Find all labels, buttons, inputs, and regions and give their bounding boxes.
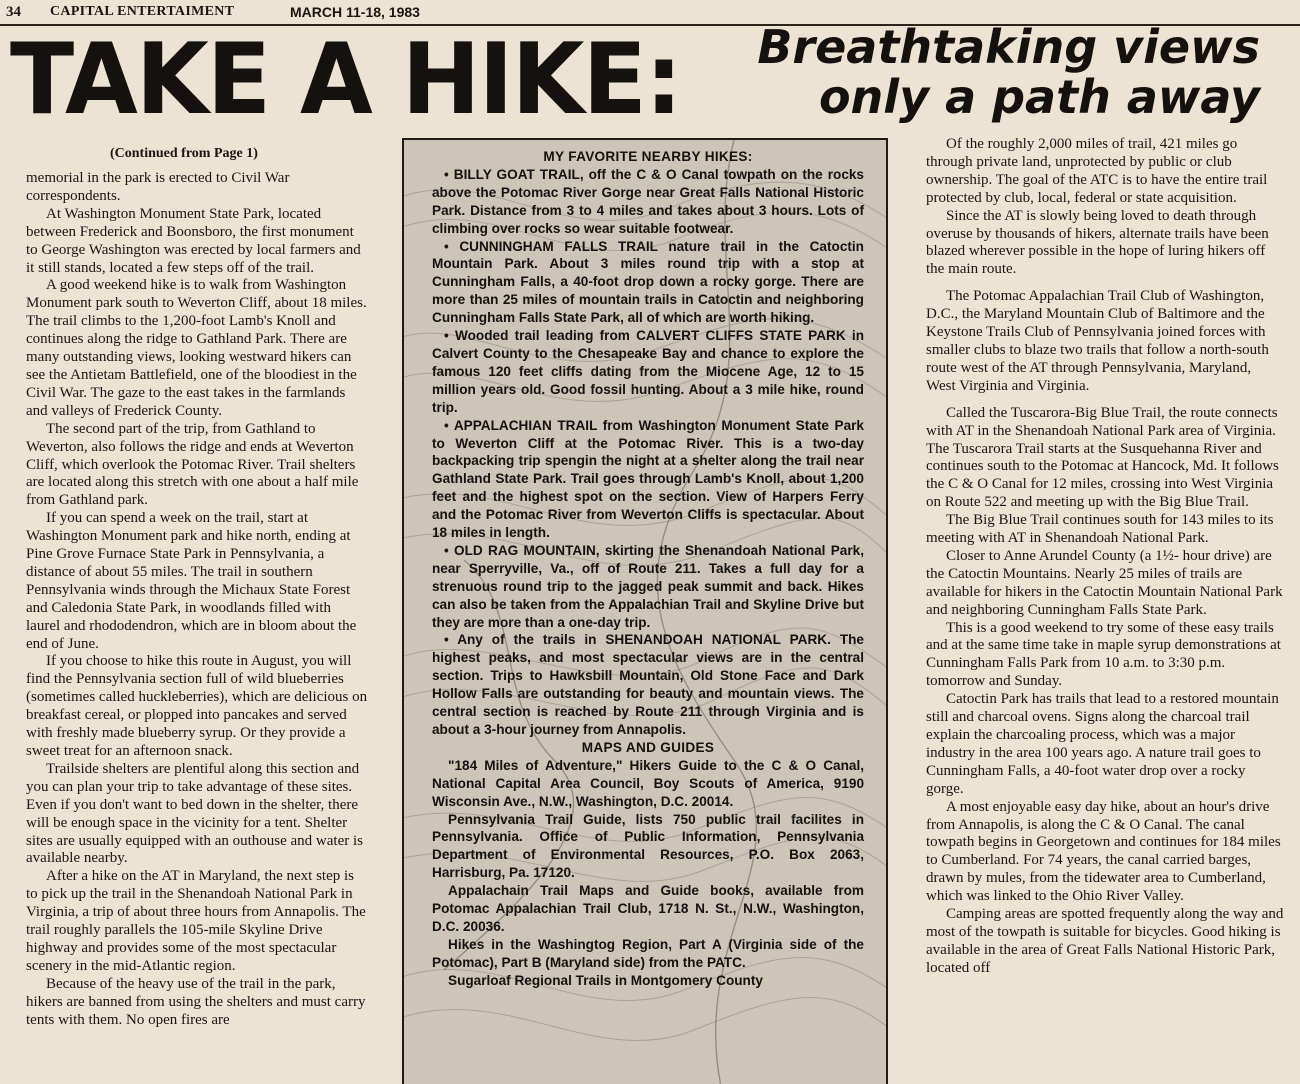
article-paragraph: The second part of the trip, from Gathland to Weverton, also follows the ridge and ends at Weverton Cliff, which overlook the Potomac River. Trail shelters are located along this stretch with one about a half mile from Gathland park. [26, 420, 359, 509]
guide-entry: Hikes in the Washingtog Region, Part A (Virginia side of the Potomac), Part B (Maryland side) from the PATC. [432, 936, 864, 970]
hike-entry: • APPALACHIAN TRAIL from Washington Monument State Park to Weverton Cliff at the Potomac River. This is a two-day backpacking trip spengin the night at a shelter along the trail near Gathland State Park. Trail goes through Lamb's Knoll, about 1,200 feet and the highest spot on the section. View of Harpers Ferry and the Potomac River from Weverton Cliffs is spectacular. About 18 miles in length. [432, 417, 864, 541]
article-paragraph: At Washington Monument State Park, located between Frederick and Boonsboro, the first monument to George Washington was erected by local farmers and it still stands, located a few steps off of the trail. [26, 205, 361, 276]
page-number: 34 [6, 4, 21, 20]
sidebar-text [432, 148, 864, 990]
article-paragraph: memorial in the park is erected to Civil War correspondents. [26, 170, 290, 204]
sidebar-heading: MY FAVORITE NEARBY HIKES: [543, 149, 753, 164]
article-paragraph: A good weekend hike is to walk from Washington Monument park south to Weverton Cliff, about 18 miles. The trail climbs to the 1,200-foot Lamb's Knoll and continues along the ridge to Gathland Park. There are many outstanding views, looking westward hikers can see the Antietam Battlefield, one of the bloodiest in the Civil War. The gaze to the east takes in the farmlands and valleys of Frederick County. [26, 277, 367, 419]
article-paragraph: Closer to Anne Arundel County (a 1½- hour drive) are the Catoctin Mountains. Nearly 25 miles of trails are available for hikers in the Catoctin Mountain National Park and neighboring Cunningham Falls State Park. [926, 547, 1283, 618]
favorite-hikes-sidebar [402, 138, 888, 1084]
deck-line-2: only a path away [818, 70, 1260, 124]
article-paragraph: Called the Tuscarora-Big Blue Trail, the route connects with AT in the Shenandoah National Park area of Virginia. The Tuscarora Trail starts at the Susquehanna River and continues south to the Potomac at Hancock, Md. It follows the C & O Canal for 12 miles, crossing into West Virginia on Route 522 and meeting up with the Big Blue Trail. [926, 404, 1279, 511]
hike-entry: • CUNNINGHAM FALLS TRAIL nature trail in the Catoctin Mountain Park. About 3 miles round trip with a stop at Cunningham Falls, a 40-foot drop down a rocky gorge. There are more than 25 miles of mountain trails in Catoctin and neighboring Cunningham Falls State Park, all of which are worth hiking. [432, 238, 864, 326]
guides-heading: MAPS AND GUIDES [581, 739, 715, 755]
article-paragraph: Camping areas are spotted frequently along the way and most of the towpath is suitable for bicycles. Good hiking is available in the area of Great Falls National Historic Park, located off [926, 906, 1284, 976]
article-paragraph: Catoctin Park has trails that lead to a restored mountain still and charcoal ovens. Signs along the charcoal trail explain the charcoaling process, which was a major industry in the area 100 years ago. A nature trail goes to Cunningham Falls, a 40-foot water drop over a rocky gorge. [926, 691, 1279, 797]
publication-name: CAPITAL ENTERTAIMENT [50, 4, 235, 19]
guide-entry: "184 Miles of Adventure," Hikers Guide to the C & O Canal, National Capital Area Council, Boy Scouts of America, 9190 Wisconsin Ave., N.W., Washington, D.C. 20014. [432, 757, 864, 809]
article-paragraph: Of the roughly 2,000 miles of trail, 421 miles go through private land, unprotected by public or club ownership. The goal of the ATC is to have the entire trail protected by club, local, federal or state acquisition. [926, 136, 1268, 206]
article-paragraph: If you choose to hike this route in August, you will find the Pennsylvania section full of wild blueberries (sometimes called huckleberries), which are delicious on breakfast cereal, or plopped into pancakes and served with freshly made blueberry syrup. Or they provide a sweet treat for an afternoon snack. [26, 653, 368, 759]
article-paragraph: A most enjoyable easy day hike, about an hour's drive from Annapolis, is along the C & O Canal. The canal towpath begins in Georgetown and continues for 184 miles to Cumberland. For 74 years, the canal carried barges, drawn by mules, from the tidewater area to Cumberland, which was linked to the Ohio River Valley. [926, 798, 1281, 905]
deck-line-1: Breathtaking views [757, 20, 1260, 74]
hike-entry: • BILLY GOAT TRAIL, off the C & O Canal towpath on the rocks above the Potomac River Gorge near Great Falls National Historic Park. Distance from 3 to 4 miles and takes about 3 hours. Lots of climbing over rocks so wear suitable footwear. [432, 166, 864, 236]
article-paragraph: After a hike on the AT in Maryland, the next step is to pick up the trail in the Shenandoah National Park in Virginia, a trip of about three hours from Annapolis. The trail roughly parallels the 105-mile Skyline Drive highway and provides some of the most spectacular scenery in the mid-Atlantic region. [26, 868, 366, 974]
continued-note: (Continued from Page 1) [110, 146, 258, 161]
article-paragraph: The Big Blue Trail continues south for 143 miles to its meeting with AT in Shenandoah National Park. [926, 512, 1274, 547]
hike-entry: • OLD RAG MOUNTAIN, skirting the Shenandoah National Park, near Sperryville, Va., off of Route 211. Takes a full day for a strenuous round trip to the jagged peak summit and back. Hikes can also be taken from the Appalachian Trail and Skyline Drive but they are more than a one-day trip. [432, 542, 864, 630]
guide-entry: Pennsylvania Trail Guide, lists 750 public trail facilites in Pennsylvania. Office of Public Information, Pennsylvania Department of Environmental Resources, P.O. Box 2063, Harrisburg, Pa. 17120. [432, 811, 864, 881]
issue-date: MARCH 11-18, 1983 [290, 4, 420, 20]
guide-entry: Sugarloaf Regional Trails in Montgomery County [448, 972, 763, 988]
article-paragraph: The Potomac Appalachian Trail Club of Washington, D.C., the Maryland Mountain Club of Baltimore and the Keystone Trails Club of Pennsylvania joined forces with smaller clubs to blaze two trails that follow a north-south route west of the AT through Pennsylvania, Maryland, West Virginia and Virginia. [926, 288, 1269, 394]
deck [740, 22, 1260, 122]
hike-entry: • Any of the trails in SHENANDOAH NATIONAL PARK. The highest peaks, and most spectacular views are in the central section. Trips to Hawksbill Mountain, Old Stone Face and Dark Hollow Falls are outstanding for beauty and mountain views. The central section is reached by Route 211 through Virginia and is about a 3-hour journey from Annapolis. [432, 632, 864, 737]
headline: TAKE A HIKE: [10, 23, 681, 137]
article-paragraph: This is a good weekend to try some of these easy trails and at the same time take in maple syrup demonstrations at Cunningham Falls Park from 10 a.m. to 3:30 p.m. tomorrow and Sunday. [926, 619, 1281, 690]
article-paragraph: Since the AT is slowly being loved to death through overuse by thousands of hikers, alternate trails have been blazed wherever possible in the hope of luring hikers off the main route. [926, 207, 1269, 278]
left-column [26, 170, 368, 1030]
guide-entry: Appalachain Trail Maps and Guide books, available from Potomac Appalachian Trail Club, 1718 N. St., N.W., Washington, D.C. 20036. [432, 883, 864, 934]
article-paragraph: Trailside shelters are plentiful along this section and you can plan your trip to take advantage of these sites. Even if you don't want to bed down in the shelter, there will be enough space in the vicinity for a tent. Shelter sites are usually equipped with an outhouse and water is available nearby. [26, 760, 364, 867]
article-paragraph: Because of the heavy use of the trail in the park, hikers are banned from using the shelters and must carry tents with them. No open fires are [26, 975, 366, 1028]
article-paragraph: If you can spend a week on the trail, start at Washington Monument park and hike north, ending at Pine Grove Furnace State Park in Pennsylvania, a distance of about 55 miles. The trail in southern Pennsylvania winds through the Michaux State Forest and Caledonia State Park, in woodlands filled with laurel and rhododendron, which are in bloom about the end of June. [26, 510, 357, 652]
hike-entry: • Wooded trail leading from CALVERT CLIFFS STATE PARK in Calvert County to the Chesapeake Bay and chance to explore the famous 120 feet cliffs dating from the Miocene Age, 12 to 15 million years old. Good fossil hunting. About a 3 mile hike, round trip. [432, 328, 864, 415]
right-column [926, 136, 1284, 978]
